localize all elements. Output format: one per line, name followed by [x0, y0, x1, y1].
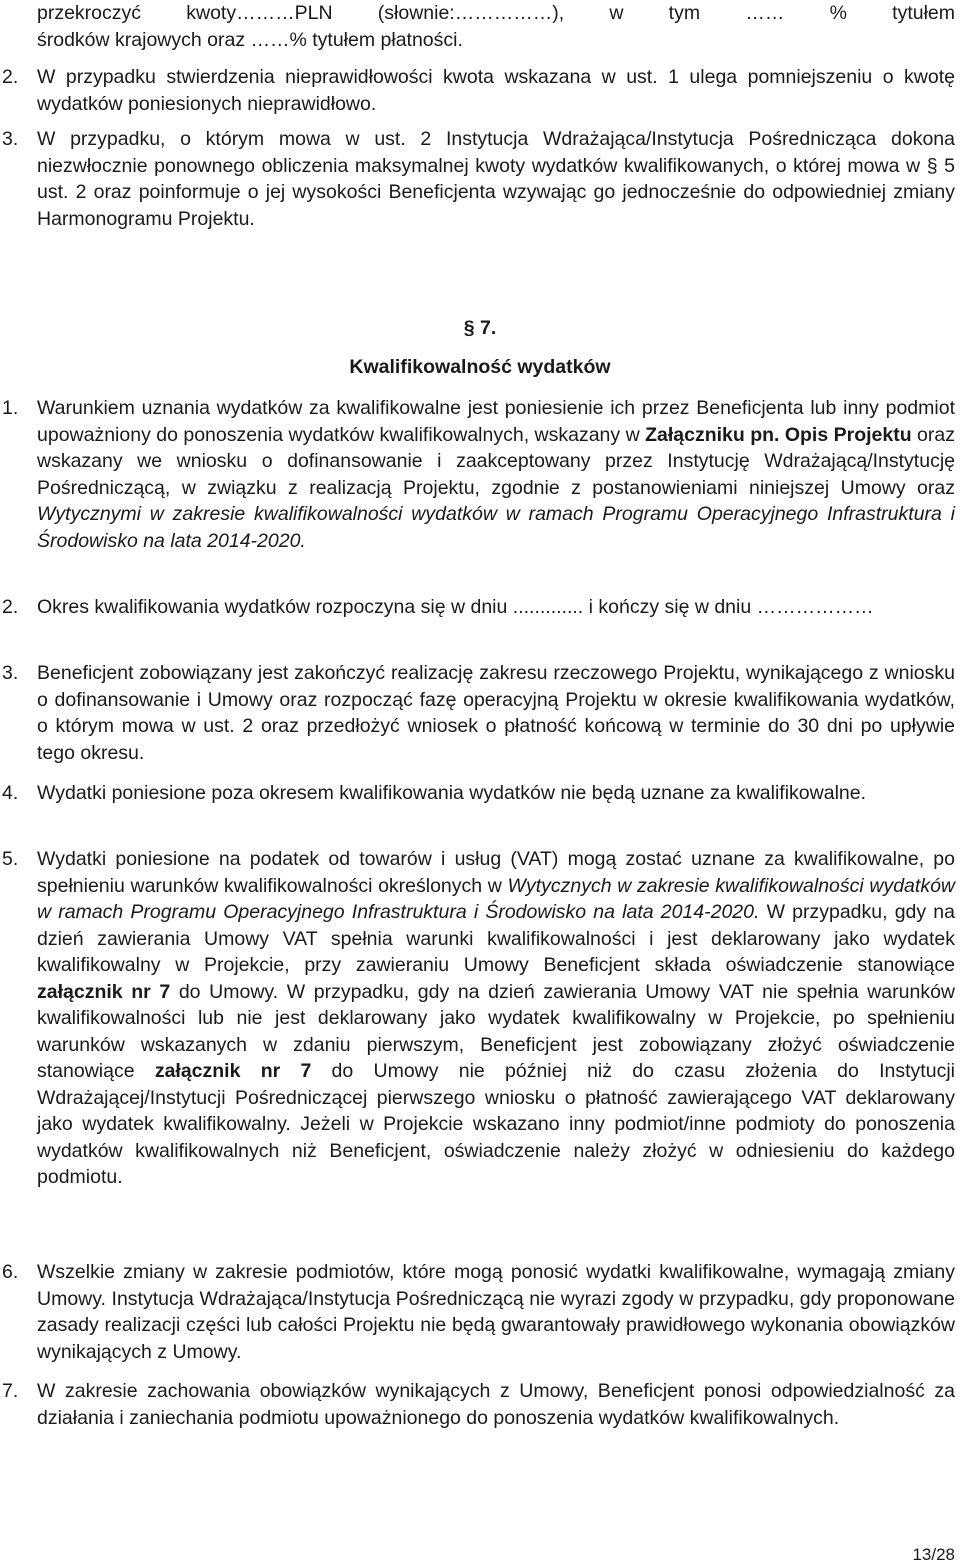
italic-reference: Wytycznymi w zakresie kwalifikowalności wydatków w ramach Programu Operacyjnego Infrastruktura i Środowisko na lata 2014-2020.	[37, 503, 955, 552]
list-item-text: Wszelkie zmiany w zakresie podmiotów, które mogą ponosić wydatki kwalifikowalne, wymagają zmiany Umowy. Instytucja Wdrażająca/Instytucja Pośredniczącą nie wyrazi zgody w przypadku, gdy proponowane zasady realizacji części lub całości Projektu nie będą gwarantowały prawidłowego wykonania obowiązków wynikających z Umowy.	[37, 1261, 955, 1363]
list-item-text: W zakresie zachowania obowiązków wynikających z Umowy, Beneficjent ponosi odpowiedzialność za działania i zaniechania podmiotu upoważnionego do ponoszenia wydatków kwalifikowalnych.	[37, 1380, 955, 1429]
prev-list-item-2	[2, 64, 955, 117]
text-run: do Umowy nie później niż do czasu złożenia do Instytucji Wdrażającej/Instytucji Pośredniczącej pierwszego wniosku o płatność zawierającego VAT deklarowany jako wydatek kwalifikowalny. Jeżeli w Projekcie wskazano inny podmiot/inne podmioty do ponoszenia wydatków kwalifikowalnych niż Beneficjent, oświadczenie należy złożyć w odniesieniu do każdego podmiotu.	[37, 1060, 955, 1188]
list-number: 6.	[2, 1261, 19, 1283]
list-item-1	[2, 395, 955, 554]
list-item-text	[37, 395, 955, 554]
prev-list-item-3	[2, 126, 955, 232]
list-number: 1.	[2, 397, 19, 419]
text-run: Wydatki poniesione na podatek od towarów i usług (VAT) mogą zostać uznane za kwalifikowalne, po spełnieniu warunków kwalifikowalności określonych w	[37, 848, 955, 897]
list-item-text: W przypadku stwierdzenia nieprawidłowości kwota wskazana w ust. 1 ulega pomniejszeniu o kwotę wydatków poniesionych nieprawidłowo.	[37, 66, 955, 115]
list-item-text	[37, 846, 955, 1191]
bold-reference: Załączniku pn. Opis Projektu	[645, 423, 912, 446]
list-item-6	[2, 1259, 955, 1365]
text-run: Warunkiem uznania wydatków za kwalifikowalne jest poniesienie ich przez Beneficjenta lub inny podmiot upoważniony do ponoszenia wydatków kwalifikowalnych, wskazany w	[37, 397, 955, 446]
list-item-text: Beneficjent zobowiązany jest zakończyć realizację zakresu rzeczowego Projektu, wynikającego z wniosku o dofinansowanie i Umowy oraz rozpocząć fazę operacyjną Projektu w okresie kwalifikowania wydatków, o którym mowa w ust. 2 oraz przedłożyć wniosek o płatność końcową w terminie do 30 dni po upływie tego okresu.	[37, 662, 955, 764]
list-number: 3.	[2, 128, 19, 150]
list-item-2	[2, 594, 955, 621]
list-item-7	[2, 1378, 955, 1431]
section-number: § 7.	[463, 317, 497, 339]
section-title: Kwalifikowalność wydatków	[349, 356, 611, 378]
list-number: 7.	[2, 1380, 19, 1402]
bold-reference: załącznik nr 7	[154, 1060, 312, 1082]
list-number: 5.	[2, 848, 19, 870]
list-item-text: W przypadku, o którym mowa w ust. 2 Instytucja Wdrażająca/Instytucja Pośrednicząca dokona niezwłocznie ponownego obliczenia maksymalnej kwoty wydatków kwalifikowanych, o której mowa w § 5 ust. 2 oraz poinformuje o jej wysokości Beneficjenta wzywając go jednocześnie do odpowiedniej zmiany Harmonogramu Projektu.	[37, 128, 955, 230]
page-number: 13/28	[912, 1545, 955, 1564]
italic-reference: Wytycznych w zakresie kwalifikowalności wydatków w ramach Programu Operacyjnego Infrastruktura i Środowisko na lata 2014-2020.	[37, 874, 956, 923]
text-run: do Umowy. W przypadku, gdy na dzień zawierania Umowy VAT nie spełnia warunków kwalifikowalności lub nie jest deklarowany jako wydatek kwalifikowalny w Projekcie, po spełnieniu warunków wskazanych w zdaniu pierwszym, Beneficjent jest zobowiązany złożyć oświadczenie stanowiące	[37, 980, 955, 1082]
intro-line-2: środków krajowych oraz ……% tytułem płatności.	[37, 28, 463, 51]
list-item-5	[2, 846, 955, 1191]
text-run: W przypadku, gdy na dzień zawierania Umowy VAT spełnia warunki kwalifikowalności i jest deklarowany jako wydatek kwalifikowalny w Projekcie, przy zawieraniu Umowy Beneficjent składa oświadczenie stanowiące	[37, 901, 955, 976]
intro-line-1: przekroczyć kwoty………PLN (słownie:……………), w tym …… % tytułem	[37, 2, 955, 24]
list-item-4	[2, 780, 955, 807]
list-number: 3.	[2, 662, 19, 684]
list-number: 2.	[2, 66, 19, 88]
list-number: 4.	[2, 782, 19, 804]
list-item-text: Okres kwalifikowania wydatków rozpoczyna się w dniu ............. i kończy się w dniu ………………	[37, 596, 874, 618]
text-run: oraz wskazany we wniosku o dofinansowanie i zaakceptowany przez Instytucję Wdrażającą/Instytucję Pośredniczącą, w związku z realizacją Projektu, zgodnie z postanowieniami niniejszej Umowy oraz	[37, 423, 955, 499]
list-item-3	[2, 660, 955, 766]
bold-reference: załącznik nr 7	[37, 980, 171, 1003]
list-number: 2.	[2, 596, 19, 618]
list-item-text: Wydatki poniesione poza okresem kwalifikowania wydatków nie będą uznane za kwalifikowalne.	[37, 782, 867, 804]
intro-paragraph	[37, 0, 955, 53]
